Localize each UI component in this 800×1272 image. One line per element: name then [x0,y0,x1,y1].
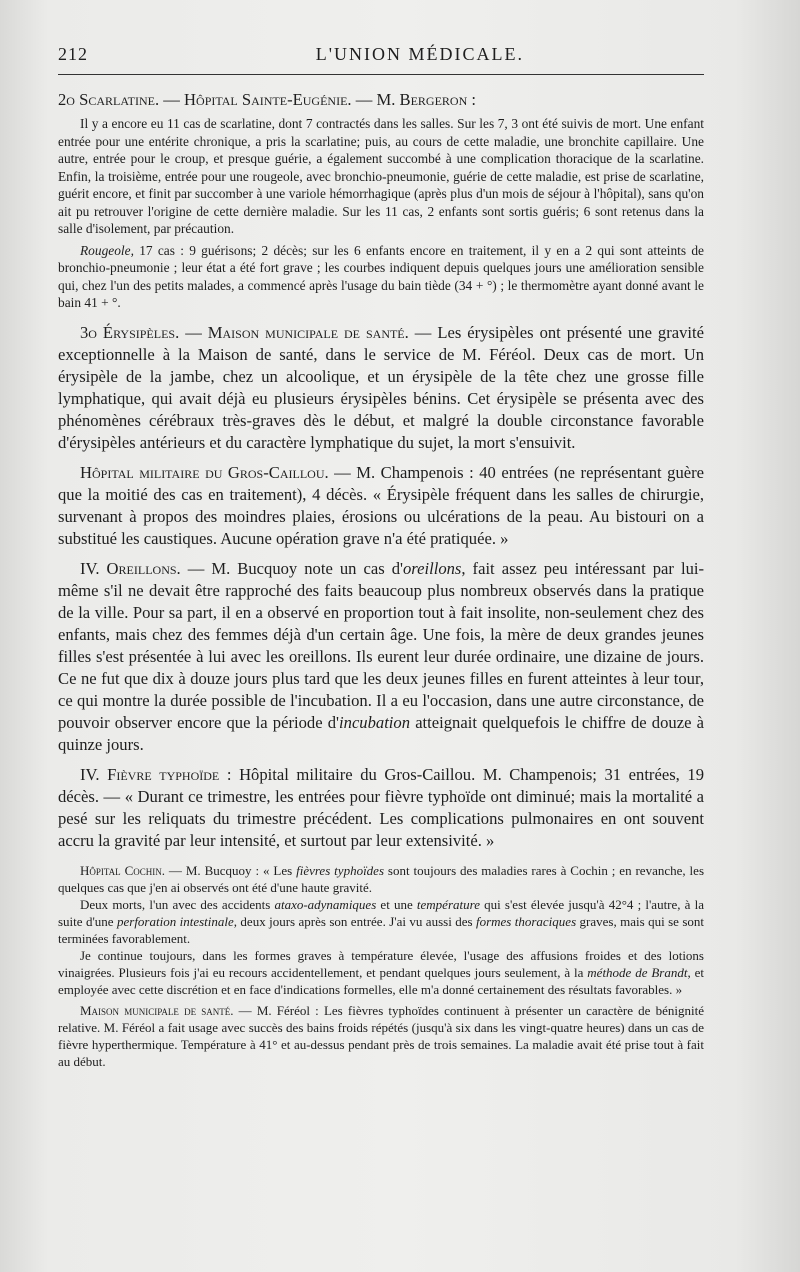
paragraph-cochin-2: Deux morts, l'un avec des accidents ataxo-adynamiques et une température qui s'est élevée jusqu'à 42°4 ; l'autre, à la suite d'une perforation intestinale, deux jours après son entrée. J'ai vu aussi des formes thoraciques graves, mais qui se sont terminées favorablement. [58,896,705,946]
section-heading-oreillons: IV. Oreillons. [80,558,181,578]
header-rule [58,74,704,75]
section-heading-scarlatine: 2o Scarlatine. — Hôpital Sainte-Eugénie. — M. Bergeron : [58,90,476,109]
section-heading-fievre-typhoide: IV. Fièvre typhoïde [80,764,220,784]
page-number: 212 [58,44,88,64]
paragraph-scarlatine: Il y a encore eu 11 cas de scarlatine, dont 7 contractés dans les salles. Sur les 7, 3 ont été suivis de mort. Une enfant entrée pour une entérite chronique, a pris la scarlatine; puis, au cours de cette maladie, une bronchite capillaire. Une autre, entrée pour le croup, et presque guérie, a également succombé à une complication thoracique de la scarlatine. Enfin, la troisième, entrée pour une rougeole, avec bronchio-pneumonie, guérie de cette maladie, est prise de scarlatine, guérit encore, et finit par succomber à une variole hémorrhagique (après plus d'un mois de séjour à l'hôpital), sans qu'on ait pu retrouver l'origine de cette dernière maladie. Sur les 11 cas, 2 enfants sont sortis guéris; 6 sont retenus dans la salle d'isolement, par précaution. [58,116,704,236]
running-head [58,44,704,70]
paragraph-gros-caillou: Hôpital militaire du Gros-Caillou. — M. Champenois : 40 entrées (ne représentant guère que la moitié des cas en traitement), 4 décès. « Érysipèle fréquent dans les salles de chirurgie, survenant à propos des moindres plaies, érosions ou ulcérations de la peau. Au bistouri on a substitué les caustiques. Aucune opération grave n'a été pratiquée. » [58,462,705,548]
section-heading-maison-sante: Maison municipale de santé. [80,1002,234,1018]
paragraph-fievre-typhoide: IV. Fièvre typhoïde : Hôpital militaire du Gros-Caillou. M. Champenois; 31 entrées, 19 décès. — « Durant ce trimestre, les entrées pour fièvre typhoïde ont diminué; mais la mortalité a pesé sur les reliquats du trimestre précédent. Les complications pulmonaires en ont souvent accru la gravité par leur intensité, et surtout par leur extensivité. » [58,764,704,850]
paragraph-maison-sante: Maison municipale de santé. — M. Féréol : Les fièvres typhoïdes continuent à présenter un caractère de bénignité relative. M. Féréol a fait usage avec succès des bains froids répétés (jusqu'à six dans les vingt-quatre heures) dans un cas de fièvre hyperthermique. Température à 41° et au-dessus pendant près de trois semaines. La maladie avait été prise tout à fait au début. [58,1002,704,1069]
section-heading-cochin: Hôpital Cochin. [80,862,166,878]
section-heading-erysipeles: 3o Érysipèles. — Maison municipale de santé. [80,322,409,342]
section-heading-gros-caillou: Hôpital militaire du Gros-Caillou. [80,462,329,482]
paragraph-oreillons: IV. Oreillons. — M. Bucquoy note un cas d'oreillons, fait assez peu intéressant par lui-même s'il ne devait être rapproché des faits beaucoup plus nombreux observés dans la pratique de la ville. Pour sa part, il en a observé en proportion tout à fait insolite, non-seulement chez des enfants, mais chez des femmes déjà d'un certain âge. Une fois, la mère de deux grandes jeunes filles s'est présentée à lui avec les oreillons. Ils eurent leur durée ordinaire, une dizaine de jours. Ce ne fut que dix à douze jours plus tard que les deux jeunes filles en furent atteintes à leur tour, ce qui montre la durée possible de l'incubation. Il a eu l'occasion, dans une autre circonstance, de pouvoir observer encore que la période d'incubation atteignait quelquefois le chiffre de douze à quinze jours. [58,558,705,754]
paragraph-cochin-3: Je continue toujours, dans les formes graves à température élevée, l'usage des affusions froides et des lotions vinaigrées. Plusieurs fois j'ai eu recours accidentellement, et pendant quelques jours seulement, à la méthode de Brandt, et employée avec cette discrétion et en face d'indications formelles, elle m'a donné certainement des résultats favorables. » [58,947,705,997]
paragraph-cochin-1: Hôpital Cochin. — M. Bucquoy : « Les fièvres typhoïdes sont toujours des maladies rares à Cochin ; en revanche, les quelques cas que j'en ai observés ont été d'une haute gravité. [58,862,705,895]
term-rougeole: Rougeole, [80,242,134,258]
journal-title: L'UNION MÉDICALE. [315,44,524,64]
paragraph-rougeole: Rougeole, 17 cas : 9 guérisons; 2 décès; sur les 6 enfants encore en traitement, il y en a 2 qui sont atteints de bronchio-pneumonie ; leur état a été fort grave ; les courbes indiquent depuis quelques jours une amélioration sensible qui, chez l'un des petits malades, a commencé après l'usage du bain tiède (34 + °) ; le thermomètre ayant donné avant le bain 41 + °. [58,242,704,310]
paragraph-erysipeles: 3o Érysipèles. — Maison municipale de santé. — Les érysipèles ont présenté une gravité exceptionnelle à la Maison de santé, dans le service de M. Féréol. Deux cas de mort. Un érysipèle de la jambe, chez un alcoolique, et un érysipèle de la tête chez une grosse fille lymphatique, qui avait déjà eu plusieurs érysipèles bénins. Cet érysipèle se présenta avec des phénomènes cérébraux très-graves dès le début, et malgré la double circonstance favorable d'érysipèles antérieurs et du caractère lymphatique du sujet, la mort s'ensuivit. [58,322,704,452]
